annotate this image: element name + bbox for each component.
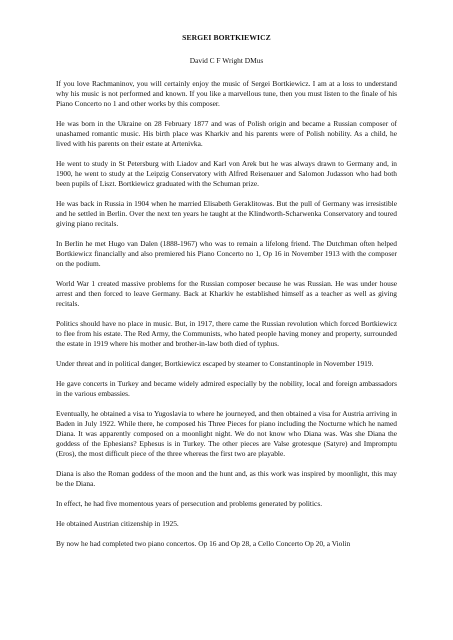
paragraph: Diana is also the Roman goddess of the moon and the hunt and, as this work was inspired by moonlight, this may be the Diana. bbox=[56, 469, 397, 488]
paragraph: He obtained Austrian citizenship in 1925. bbox=[56, 519, 179, 528]
paragraph: He was back in Russia in 1904 when he married Elisabeth Geraklitowas. But the pull of Germany was irresistible and he settled in Berlin. Over the next ten years he taught at the Klindworth-Scharwenka Conservatory and toured giving piano recitals. bbox=[56, 199, 397, 228]
paragraph: He went to study in St Petersburg with Liadov and Karl von Arek but he was always drawn to Germany and, in 1900, he went to study at the Leipzig Conservatory with Alfred Reisenauer and Salomon Judasson who had both been pupils of Liszt. Bortkiewicz graduated with the Schuman prize. bbox=[56, 159, 397, 188]
document-author: David C F Wright DMus bbox=[189, 56, 264, 65]
paragraph: If you love Rachmaninov, you will certainly enjoy the music of Sergei Bortkiewicz. I am at a loss to understand why his music is not performed and known. If you like a marvellous tune, then you must listen to the finale of his Piano Concerto no 1 and other works by this composer. bbox=[56, 79, 397, 108]
paragraph: In Berlin he met Hugo van Dalen (1888-1967) who was to remain a lifelong friend. The Dutchman often helped Bortkiewicz financially and also premiered his Piano Concerto no 1, Op 16 in November 1913 with the composer on the podium. bbox=[56, 239, 397, 268]
document-title: SERGEI BORTKIEWICZ bbox=[182, 33, 271, 42]
paragraph: He gave concerts in Turkey and became widely admired especially by the nobility, local and foreign ambassadors in the various embassies. bbox=[56, 379, 397, 398]
paragraph: In effect, he had five momentous years of persecution and problems generated by politics. bbox=[56, 499, 323, 508]
paragraph: He was born in the Ukraine on 28 February 1877 and was of Polish origin and became a Russian composer of unashamed romantic music. His birth place was Kharkiv and his parents were of Polish nobility. As a child, he lived with his parents on their estate at Artenivka. bbox=[56, 119, 397, 148]
paragraph: By now he had completed two piano concertos. Op 16 and Op 28, a Cello Concerto Op 20, a Violin bbox=[56, 539, 351, 548]
paragraph: Eventually, he obtained a visa to Yugoslavia to where he journeyed, and then obtained a visa for Austria arriving in Baden in July 1922. While there, he composed his Three Pieces for piano including the Nocturne which he named Diana. It was apparently composed on a moonlight night. We do not know who Diana was. Was she Diana the goddess of the Ephesians? Ephesus is in Turkey. The other pieces are Valse grotesque (Satyre) and Impromptu (Eros), the most difficult piece of the three whereas the first two are playable. bbox=[56, 409, 397, 458]
document-body bbox=[56, 33, 397, 559]
paragraph: Under threat and in political danger, Bortkiewicz escaped by steamer to Constantinople in November 1919. bbox=[56, 359, 374, 368]
paragraph: Politics should have no place in music. But, in 1917, there came the Russian revolution which forced Bortkiewicz to flee from his estate. The Red Army, the Communists, who hated people having money and property, surrounded the estate in 1919 where his mother and brother-in-law both died of typhus. bbox=[56, 319, 397, 348]
paragraph: World War 1 created massive problems for the Russian composer because he was Russian. He was under house arrest and then forced to leave Germany. Back at Kharkiv he established himself as a teacher as well as giving recitals. bbox=[56, 279, 397, 308]
